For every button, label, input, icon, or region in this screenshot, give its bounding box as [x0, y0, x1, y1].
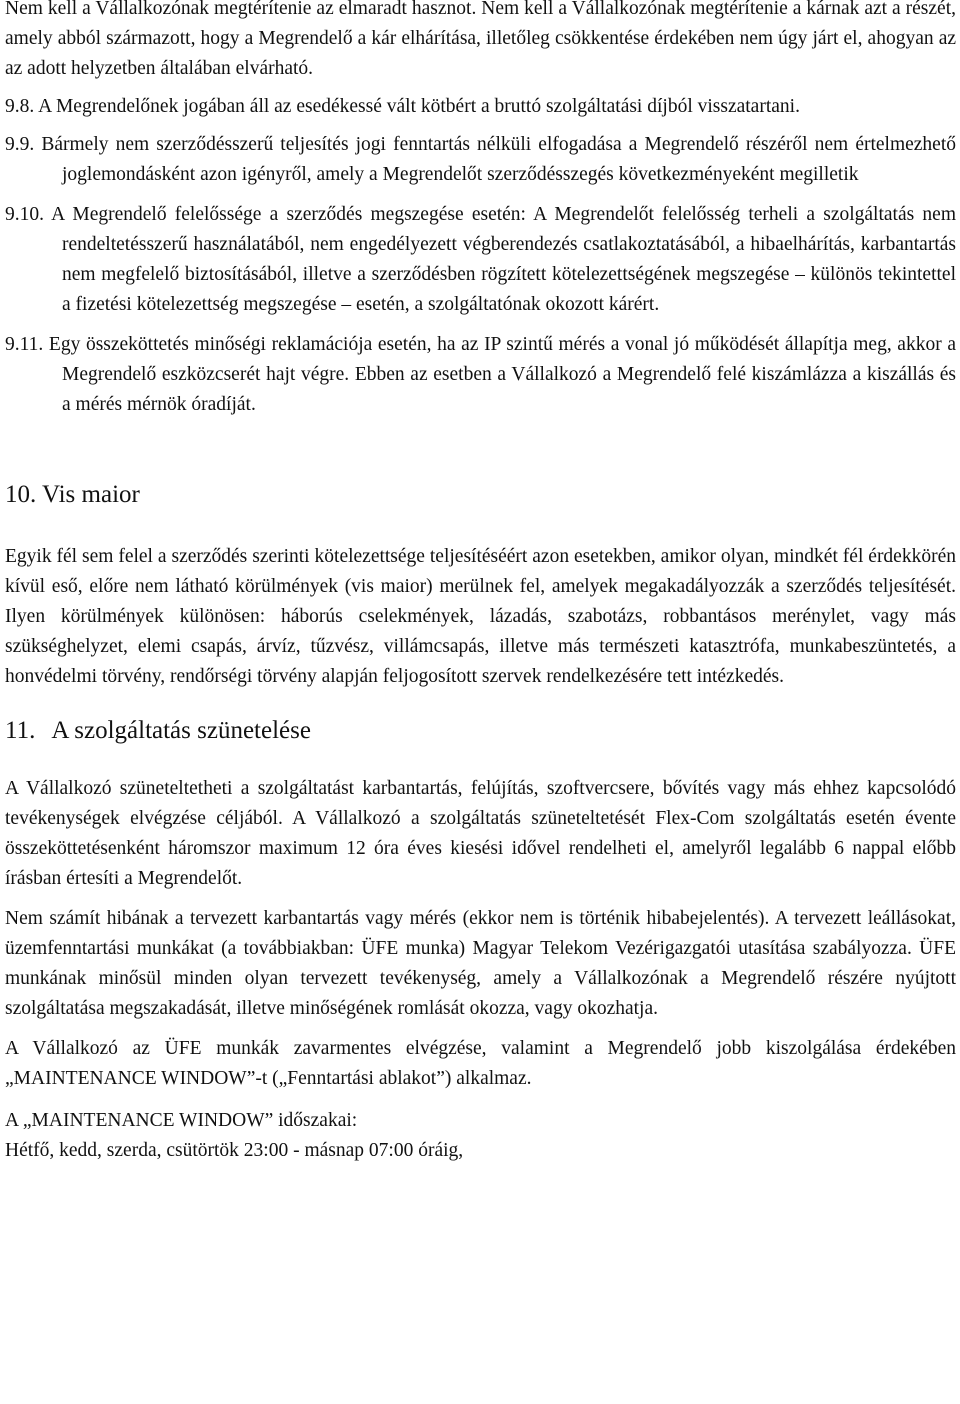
clause-9-9 [5, 130, 956, 190]
section-11-heading [5, 714, 956, 748]
section-11-paragraph-5: Hétfő, kedd, szerda, csütörtök 23:00 - másnap 07:00 óráig, [5, 1140, 464, 1161]
section-11-paragraph-2: Nem számít hibának a tervezett karbantartás vagy mérés (ekkor nem is történik hibabejelentés). A tervezett leállásokat, üzemfenntartási munkákat (a továbbiakban: ÜFE munka) Magyar Telekom Vezérigazgatói utasítása szabályozza. ÜFE munkának minősül minden olyan tervezett tevékenység, amely a Vállalkozónak a Megrendelő részére nyújtott szolgáltatása megszakadását, illetve minőségének romlását okozza, vagy okozhatja. [5, 908, 956, 1019]
clause-text: Egy összeköttetés minőségi reklamációja esetén, ha az IP szintű mérés a vonal jó működését állapítja meg, akkor a Megrendelő eszközcserét hajt végre. Ebben az esetben a Vállalkozó a Megrendelő felé kiszámlázza a kiszállás és a mérés mérnök óradíját. [48, 334, 956, 415]
section-11-title: A szolgáltatás szünetelése [51, 717, 311, 744]
section-10-heading: 10. Vis maior [5, 481, 140, 508]
section-11-number: 11. [5, 717, 36, 744]
clause-number: 9.10. [5, 204, 44, 225]
clause-text: A Megrendelő felelőssége a szerződés megszegése esetén: A Megrendelőt felelősség terheli a szolgáltatás nem rendeltetésszerű használatából, nem engedélyezett végberendezés csatlakoztatásából, a hibaelhárítás, karbantartás nem megfelelő biztosításából, illetve a szerződésben rögzített kötelezettségének megszegése – különös tekintettel a fizetési kötelezettség megszegése – esetén, a szolgáltatónak okozott kárért. [51, 204, 956, 315]
intro-paragraph: Nem kell a Vállalkozónak megtérítenie az elmaradt hasznot. Nem kell a Vállalkozónak megtérítenie a kárnak azt a részét, amely abból származott, hogy a Megrendelő a kár elhárítása, illetőleg csökkentése érdekében nem úgy járt el, ahogyan az az adott helyzetben általában elvárható. [5, 0, 956, 79]
clause-9-11 [5, 330, 956, 420]
clause-number: 9.11. [5, 334, 44, 355]
section-11-paragraph-4: A „MAINTENANCE WINDOW” időszakai: [5, 1110, 358, 1131]
section-10-paragraph: Egyik fél sem felel a szerződés szerinti kötelezettsége teljesítéséért azon esetekben, amikor olyan, mindkét fél érdekkörén kívül eső, előre nem látható körülmények (vis maior) merülnek fel, amelyek megakadályozzák a szerződés teljesítését. Ilyen körülmények különösen: háborús cselekmények, lázadás, szabotázs, robbantásos merénylet, vagy más szükséghelyzet, elemi csapás, árvíz, tűzvész, villámcsapás, illetve más természeti katasztrófa, munkabeszüntetés, a honvédelmi törvény, rendőrségi törvény alapján feljogosított szervek rendelkezésére tett intézkedés. [5, 546, 956, 687]
clause-9-8 [5, 92, 956, 122]
clause-text: Bármely nem szerződésszerű teljesítés jogi fenntartás nélküli elfogadása a Megrendelő részéről nem értelmezhető joglemondásként azon igényről, amely a Megrendelőt szerződésszegés következményeként megilletik [41, 134, 957, 185]
clause-9-10 [5, 200, 956, 320]
section-11-paragraph-3: A Vállalkozó az ÜFE munkák zavarmentes elvégzése, valamint a Megrendelő jobb kiszolgálása érdekében „MAINTENANCE WINDOW”-t („Fenntartási ablakot”) alkalmaz. [5, 1038, 956, 1089]
clause-number: 9.9. [5, 134, 35, 155]
clause-number: 9.8. [5, 96, 35, 117]
section-11-paragraph-1: A Vállalkozó szüneteltetheti a szolgáltatást karbantartás, felújítás, szoftvercsere, bővítés vagy más ehhez kapcsolódó tevékenységek elvégzése céljából. A Vállalkozó a szolgáltatás szüneteltetését Flex-Com szolgáltatás esetén évente összeköttetésenként háromszor maximum 12 óra éves kiesési idővel rendelheti el, amelyről legalább 6 nappal előbb írásban értesíti a Megrendelőt. [5, 778, 956, 889]
clause-text: A Megrendelőnek jogában áll az esedékessé vált kötbért a bruttó szolgáltatási díjból visszatartani. [38, 96, 800, 117]
